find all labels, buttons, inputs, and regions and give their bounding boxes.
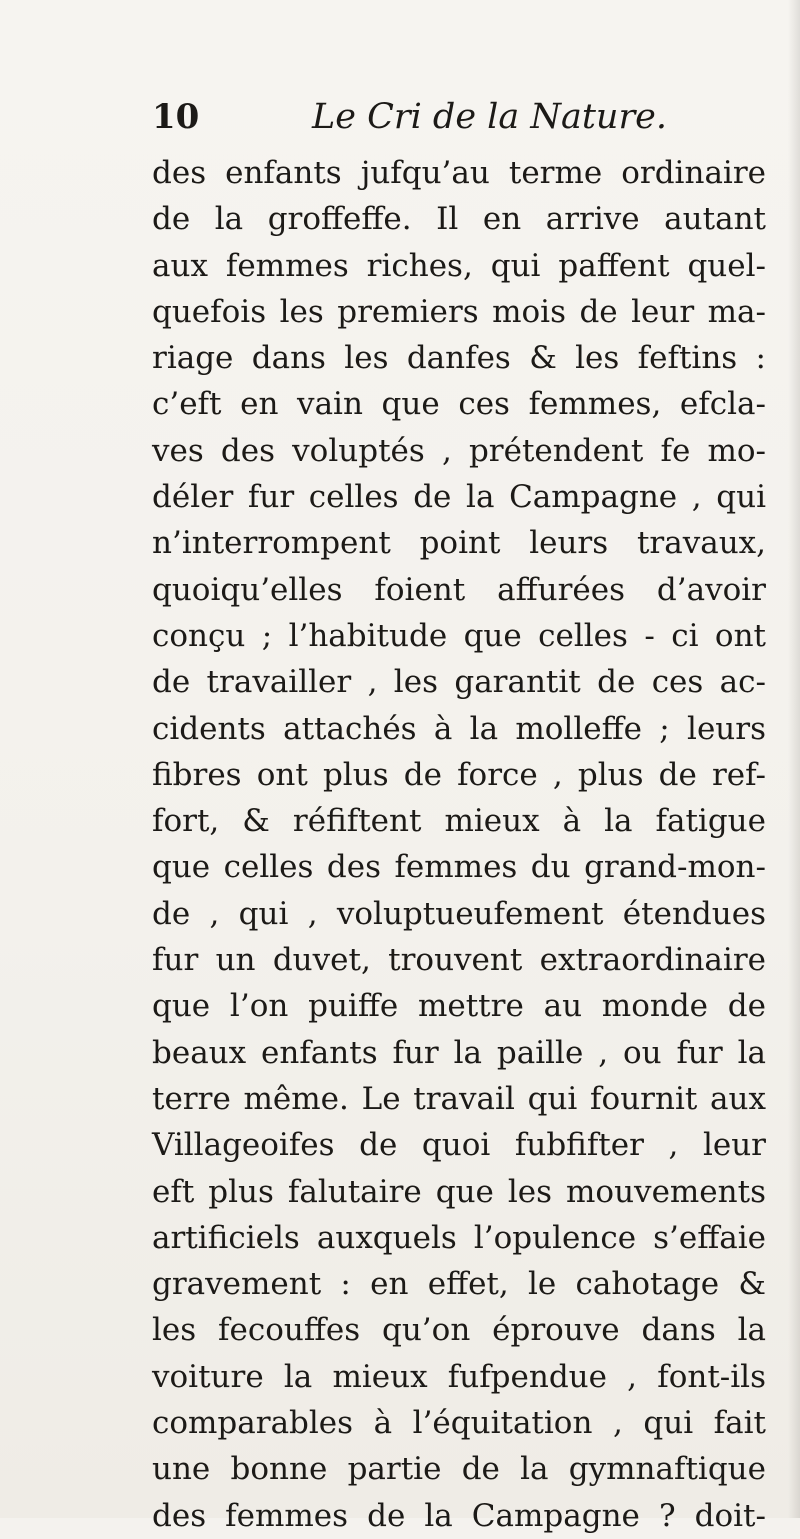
text-line: fur un duvet, trouvent extraordinaire [152, 942, 766, 979]
page-number: 10 [152, 97, 200, 137]
text-line: gravement : en effet, le cahotage & [152, 1266, 766, 1303]
text-line: quefois les premiers mois de leur ma- [152, 293, 766, 330]
text-line: les fecouffes qu’on éprouve dans la [152, 1312, 766, 1349]
text-line: terre même. Le travail qui fournit aux [152, 1080, 766, 1117]
text-line: comparables à l’équitation , qui fait [152, 1405, 766, 1442]
text-line: fort, & réfiftent mieux à la fatigue [152, 803, 766, 840]
text-line: conçu ; l’habitude que celles - ci ont [152, 617, 766, 654]
body-text [152, 150, 766, 1539]
running-head [152, 92, 752, 142]
text-line: des femmes de la Campagne ? doit- [152, 1497, 766, 1534]
page-edge-shadow [788, 0, 800, 1518]
text-line: beaux enfants fur la paille , ou fur la [152, 1034, 766, 1071]
text-line: quoiqu’elles foient affurées d’avoir [152, 571, 766, 608]
running-title: Le Cri de la Nature. [312, 97, 668, 137]
text-line: déler fur celles de la Campagne , qui [152, 479, 766, 516]
text-line: que l’on puiffe mettre au monde de [152, 988, 766, 1025]
text-line: voiture la mieux fufpendue , font-ils [152, 1358, 766, 1395]
text-line: n’interrompent point leurs travaux, [152, 525, 766, 562]
text-line: de , qui , voluptueufement étendues [152, 895, 766, 932]
text-line: riage dans les danfes & les feftins : [152, 340, 766, 377]
text-line: de travailler , les garantit de ces ac- [152, 664, 766, 701]
text-line: eft plus falutaire que les mouvements [152, 1173, 766, 1210]
text-line: que celles des femmes du grand-mon- [152, 849, 766, 886]
text-line: de la groffeffe. Il en arrive autant [152, 201, 766, 238]
text-line: Villageoifes de quoi fubfifter , leur [152, 1127, 766, 1164]
text-line: c’eft en vain que ces femmes, efcla- [152, 386, 766, 423]
text-line: aux femmes riches, qui paffent quel- [152, 247, 766, 284]
text-line: cidents attachés à la molleffe ; leurs [152, 710, 766, 747]
text-line: une bonne partie de la gymnaftique [152, 1451, 766, 1488]
text-line: fibres ont plus de force , plus de ref- [152, 756, 766, 793]
text-line: artificiels auxquels l’opulence s’effaie [152, 1219, 766, 1256]
text-line: ves des voluptés , prétendent fe mo- [152, 432, 766, 469]
text-line: des enfants jufqu’au terme ordinaire [152, 155, 766, 191]
